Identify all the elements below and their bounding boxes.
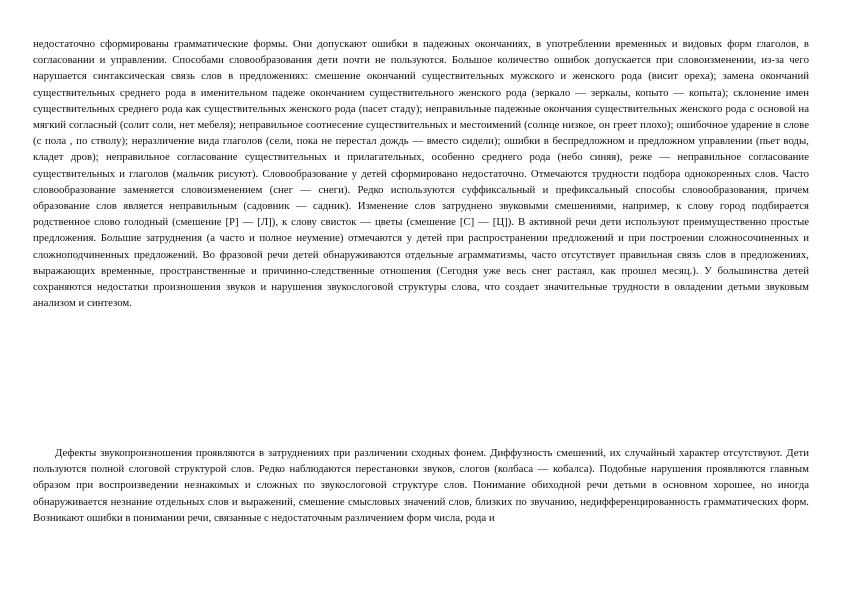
body-paragraph-pronunciation: Дефекты звукопроизношения проявляются в затруднениях при различении сходных фонем. Диффузность смешений, их случайный характер отсутствуют. Дети пользуются полной слоговой структурой слов. Редко наблюдаются перестановки звуков, слогов (колбаса — кобалса). Подобные нарушения проявляются главным образом при воспроизведении незнакомых и сложных по звукослоговой структуре слов. Понимание обиходной речи детьми в основном хорошее, но иногда обнаруживается незнание отдельных слов и выражений, смешение смысловых значений слов, близких по звучанию, недифференцированность грамматических форм. Возникают ошибки в понимании речи, связанные с недостаточным различением форм числа, рода и — [33, 447, 809, 524]
body-paragraph-grammar: недостаточно сформированы грамматические формы. Они допускают ошибки в падежных окончаниях, в употреблении временных и видовых форм глаголов, в согласовании и управлении. Способами словообразования дети почти не пользуются. Большое количество ошибок допускается при словоизменении, из-за чего нарушается синтаксическая связь слов в предложениях: смешение окончаний существительных мужского и женского рода (висит ореха); замена окончаний существительных среднего рода в именительном падеже окончанием существительного женского рода (зеркало — зеркалы, копыто — копыта); склонение имен существительных среднего рода как существительных женского рода (пасет стаду); неправильные падежные окончания существительных женского рода с основой на мягкий согласный (солит соли, нет мебеля); неправильное соотнесение существительных и местоимений (солнце низкое, он греет плохо); ошибочное ударение в слове (с пола , по стволу); неразличение вида глаголов (сели, пока не перестал дождь — вместо сидели); ошибки в беспредложном и предложном управлении (пьет воды, кладет дров); неправильное согласование существительных и прилагательных, особенно среднего рода (небо синяя), реже — неправильное согласование существительных и глаголов (мальчик рисуют). Словообразование у детей сформировано недостаточно. Отмечаются трудности подбора однокоренных слов. Часто словообразование заменяется словоизменением (снег — снеги). Редко используются суффиксальный и префиксальный способы словообразования, причем образование слов является неправильным (садовник — садник). Изменение слов затруднено звуковыми смешениями, например, к слову город подбирается родственное слово голодный (смешение [Р] — [Л]), к слову свисток — цветы (смешение [С] — [Ц]). В активной речи дети используют преимущественно простые предложения. Большие затруднения (а часто и полное неумение) отмечаются у детей при распространении предложений и при построении сложносочиненных и сложноподчиненных предложений. Во фразовой речи детей обнаруживаются отдельные аграмматизмы, часто отсутствует правильная связь слов в предложениях, выражающих временные, пространственные и причинно-следственные отношения (Сегодня уже весь снег растаял, как прошел месяц.). У большинства детей сохраняются недостатки произношения звуков и нарушения звукослоговой структуры слова, что создает значительные трудности в овладении детьми звуковым анализом и синтезом. — [33, 38, 809, 310]
